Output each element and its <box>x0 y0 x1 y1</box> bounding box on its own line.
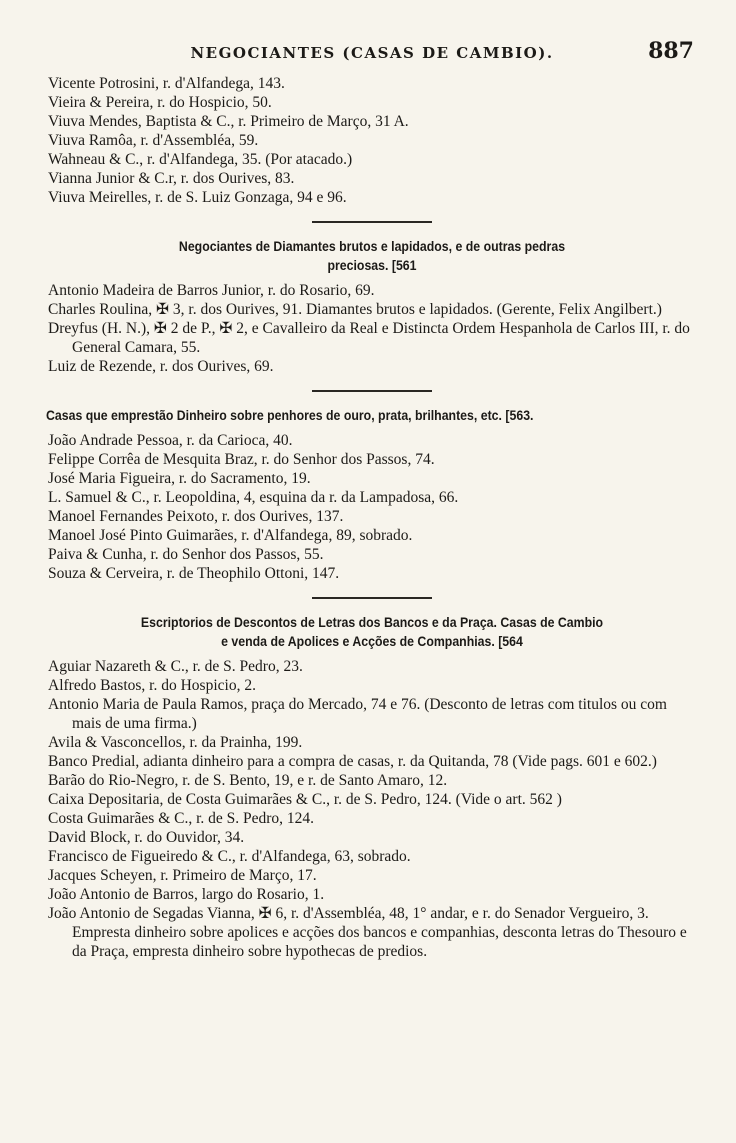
list-item: Antonio Madeira de Barros Junior, r. do Rosario, 69. <box>48 282 375 299</box>
list-item: L. Samuel & C., r. Leopoldina, 4, esquina da r. da Lampadosa, 66. <box>48 489 459 506</box>
list-item: Charles Roulina, ✠ 3, r. dos Ourives, 91. Diamantes brutos e lapidados. (Gerente, Felix Angilbert.) <box>48 301 662 318</box>
list-item: Luiz de Rezende, r. dos Ourives, 69. <box>48 358 274 375</box>
section-divider <box>312 221 432 223</box>
list-item: Paiva & Cunha, r. do Senhor dos Passos, 55. <box>48 546 324 563</box>
list-item: Alfredo Bastos, r. do Hospicio, 2. <box>48 677 256 694</box>
list-item: Vianna Junior & C.r, r. dos Ourives, 83. <box>48 170 295 187</box>
list-item: David Block, r. do Ouvidor, 34. <box>48 829 245 846</box>
section-heading: Negociantes de Diamantes brutos e lapidados, e de outras pedras <box>178 238 566 254</box>
list-item: Vicente Potrosini, r. d'Alfandega, 143. <box>48 75 285 92</box>
list-item: Aguiar Nazareth & C., r. de S. Pedro, 23. <box>48 658 303 675</box>
list-item: João Antonio de Segadas Vianna, ✠ 6, r. d'Assembléa, 48, 1° andar, e r. do Senador Vergueiro, 3. Empresta dinheiro sobre apolices e acções dos bancos e companhias, desconta letras do Thesouro e da Praça, empresta dinheiro sobre hypothecas de predios. <box>48 905 687 960</box>
list-item: Banco Predial, adianta dinheiro para a compra de casas, r. da Quitanda, 78 (Vide pags. 601 e 602.) <box>48 753 657 770</box>
section-divider <box>312 597 432 599</box>
section-heading: e venda de Apolices e Acções de Companhias. [564 <box>221 633 523 649</box>
section-discount-offices <box>48 613 696 961</box>
list-item: Avila & Vasconcellos, r. da Prainha, 199. <box>48 734 303 751</box>
header-title: NEGOCIANTES (CASAS DE CAMBIO). <box>190 44 554 62</box>
page-number: 887 <box>648 38 694 64</box>
list-item: Vieira & Pereira, r. do Hospicio, 50. <box>48 94 272 111</box>
list-item: Viuva Ramôa, r. d'Assembléa, 59. <box>48 132 259 149</box>
list-item: Barão do Rio-Negro, r. de S. Bento, 19, e r. de Santo Amaro, 12. <box>48 772 448 789</box>
list-item: Viuva Meirelles, r. de S. Luiz Gonzaga, 94 e 96. <box>48 189 347 206</box>
list-item: Jacques Scheyen, r. Primeiro de Março, 17. <box>48 867 317 884</box>
section-heading: Escriptorios de Descontos de Letras dos Bancos e da Praça. Casas de Cambio <box>140 614 604 630</box>
list-item: Manoel Fernandes Peixoto, r. dos Ourives, 137. <box>48 508 344 525</box>
list-item: Dreyfus (H. N.), ✠ 2 de P., ✠ 2, e Cavalleiro da Real e Distincta Ordem Hespanhola de Carlos III, r. do General Camara, 55. <box>48 320 690 356</box>
list-item: José Maria Figueira, r. do Sacramento, 19. <box>48 470 311 487</box>
section-heading: Casas que emprestão Dinheiro sobre penhores de ouro, prata, brilhantes, etc. [563. <box>46 407 534 423</box>
list-item: Felippe Corrêa de Mesquita Braz, r. do Senhor dos Passos, 74. <box>48 451 435 468</box>
section-diamond-dealers <box>48 237 696 376</box>
running-head <box>48 38 696 74</box>
section-divider <box>312 390 432 392</box>
list-item: Manoel José Pinto Guimarães, r. d'Alfandega, 89, sobrado. <box>48 527 413 544</box>
list-item: Caixa Depositaria, de Costa Guimarães & C., r. de S. Pedro, 124. (Vide o art. 562 ) <box>48 791 562 808</box>
list-item: Francisco de Figueiredo & C., r. d'Alfandega, 63, sobrado. <box>48 848 411 865</box>
section-heading: preciosas. [561 <box>327 257 417 273</box>
list-item: Souza & Cerveira, r. de Theophilo Ottoni, 147. <box>48 565 340 582</box>
list-item: João Antonio de Barros, largo do Rosario, 1. <box>48 886 325 903</box>
section-pawnbrokers <box>48 406 696 583</box>
list-item: Costa Guimarães & C., r. de S. Pedro, 124. <box>48 810 315 827</box>
list-item: João Andrade Pessoa, r. da Carioca, 40. <box>48 432 293 449</box>
list-item: Wahneau & C., r. d'Alfandega, 35. (Por atacado.) <box>48 151 353 168</box>
list-item: Viuva Mendes, Baptista & C., r. Primeiro de Março, 31 A. <box>48 113 409 130</box>
list-item: Antonio Maria de Paula Ramos, praça do Mercado, 74 e 76. (Desconto de letras com titulos ou com mais de uma firma.) <box>48 696 667 732</box>
continued-entries <box>48 74 696 207</box>
